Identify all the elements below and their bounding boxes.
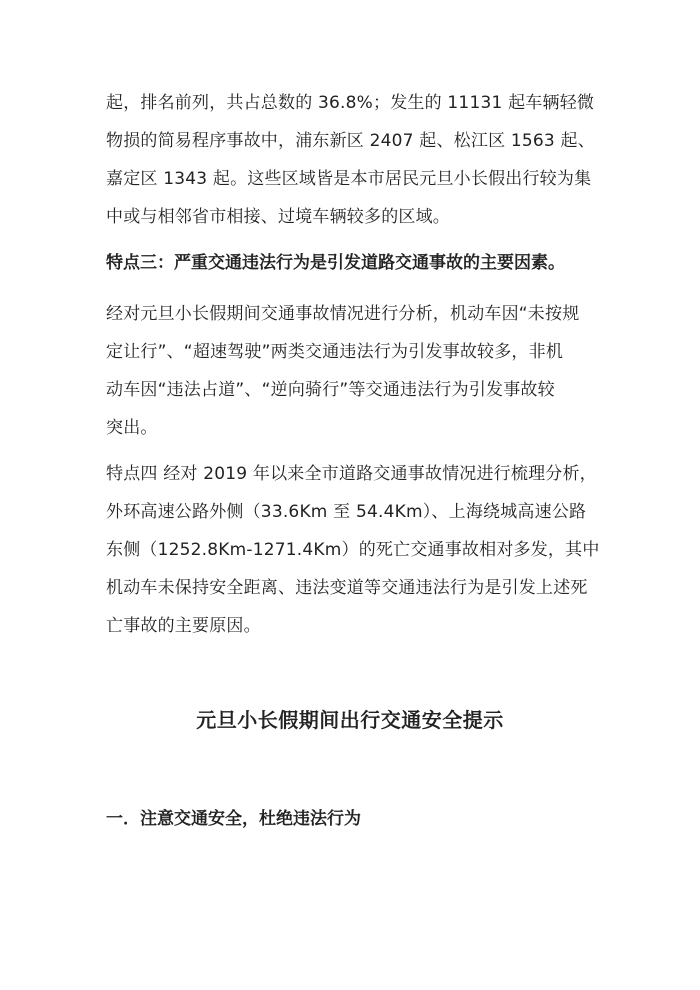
feature3-heading: 特点三：严重交通违法行为是引发道路交通事故的主要因素。: [106, 253, 565, 273]
text-line: 经对元旦小长假期间交通事故情况进行分析，机动车因“未按规: [106, 304, 580, 324]
section1-heading: 一．注意交通安全，杜绝违法行为: [106, 809, 361, 829]
safety-tips-title: 元旦小长假期间出行交通安全提示: [196, 708, 504, 732]
text-line: 东侧（1252.8Km-1271.4Km）的死亡交通事故相对多发，其中: [106, 540, 600, 560]
paragraph-violation-analysis: [106, 295, 606, 447]
text-line: 特点四 经对 2019 年以来全市道路交通事故情况进行梳理分析，: [106, 464, 597, 484]
paragraph-feature4: [106, 455, 606, 645]
text-line: 物损的简易程序事故中，浦东新区 2407 起、松江区 1563 起、: [106, 131, 595, 151]
text-line: 亡事故的主要原因。: [106, 616, 261, 636]
text-line: 中或与相邻省市相接、过境车辆较多的区域。: [106, 207, 450, 227]
text-line: 动车因“违法占道”、“逆向骑行”等交通违法行为引发事故较: [106, 380, 555, 400]
text-line: 机动车未保持安全距离、违法变道等交通违法行为是引发上述死: [106, 578, 588, 598]
text-line: 定让行”、“超速驾驶”两类交通违法行为引发事故较多，非机: [106, 342, 564, 362]
text-line: 嘉定区 1343 起。这些区域皆是本市居民元旦小长假出行较为集: [106, 169, 592, 189]
paragraph-district-accidents: [106, 84, 606, 236]
text-line: 起，排名前列，共占总数的 36.8%；发生的 11131 起车辆轻微: [106, 93, 595, 113]
text-line: 突出。: [106, 418, 158, 438]
text-line: 外环高速公路外侧（33.6Km 至 54.4Km）、上海绕城高速公路: [106, 502, 587, 522]
